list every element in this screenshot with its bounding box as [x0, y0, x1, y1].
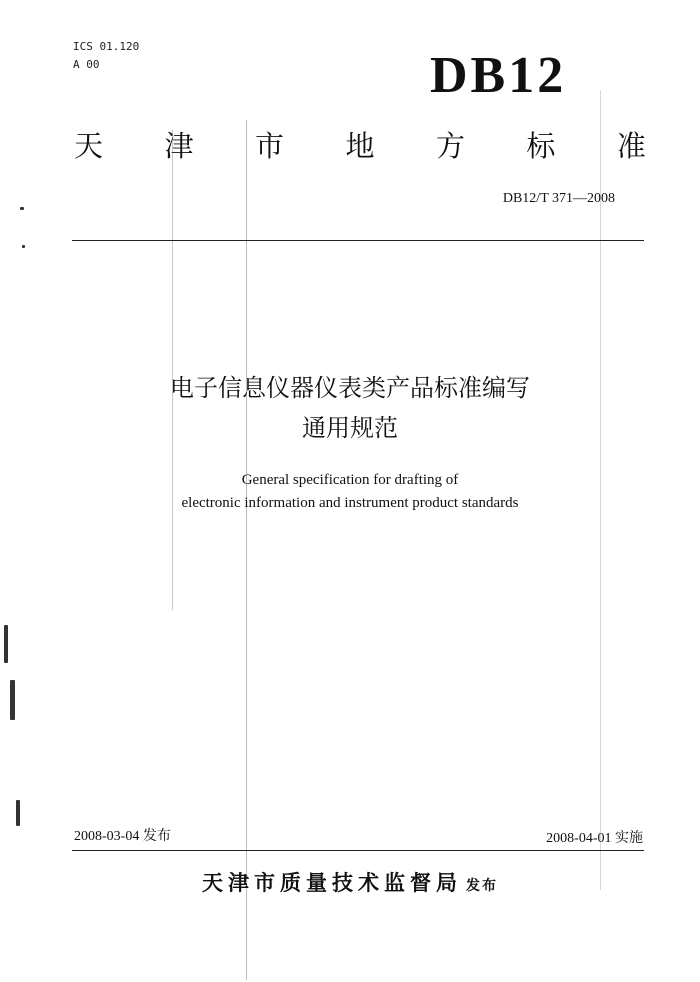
category-code: A 00: [73, 58, 100, 71]
implementation-date: 2008-04-01 实施: [546, 831, 643, 846]
scan-artifact-line: [246, 120, 247, 980]
scan-speck: [4, 625, 8, 663]
header-char: 地: [345, 129, 375, 163]
ics-classification: [73, 38, 139, 74]
issuer-suffix: 发布: [466, 878, 498, 894]
standard-number: DB12/T 371—2008: [502, 191, 615, 206]
title-en-line2: electronic information and instrument product standards: [181, 495, 519, 511]
header-char: 市: [254, 129, 284, 163]
bottom-divider: [72, 850, 644, 851]
issuer-name: 天津市质量技术监督局: [202, 871, 462, 895]
scan-speck: [20, 207, 24, 210]
header-title: [74, 128, 646, 164]
title-cn-line2: 通用规范: [302, 414, 398, 442]
db12-logo: DB12: [430, 47, 567, 104]
issuer: [0, 868, 700, 901]
ics-code: ICS 01.120: [73, 40, 140, 53]
header-char: 方: [435, 129, 465, 163]
header-char: 准: [616, 129, 646, 163]
header-char: 天: [74, 129, 104, 163]
issue-date: 2008-03-04 发布: [74, 829, 171, 844]
scan-speck: [22, 245, 25, 248]
top-divider: [72, 240, 644, 241]
title-en-line1: General specification for drafting of: [241, 472, 459, 488]
scan-artifact-line: [600, 90, 601, 890]
header-char: 津: [164, 129, 194, 163]
header-char: 标: [526, 129, 556, 163]
title-cn-line1: 电子信息仪器仪表类产品标准编写: [170, 374, 530, 402]
scan-speck: [16, 800, 20, 826]
scan-speck: [10, 680, 15, 720]
